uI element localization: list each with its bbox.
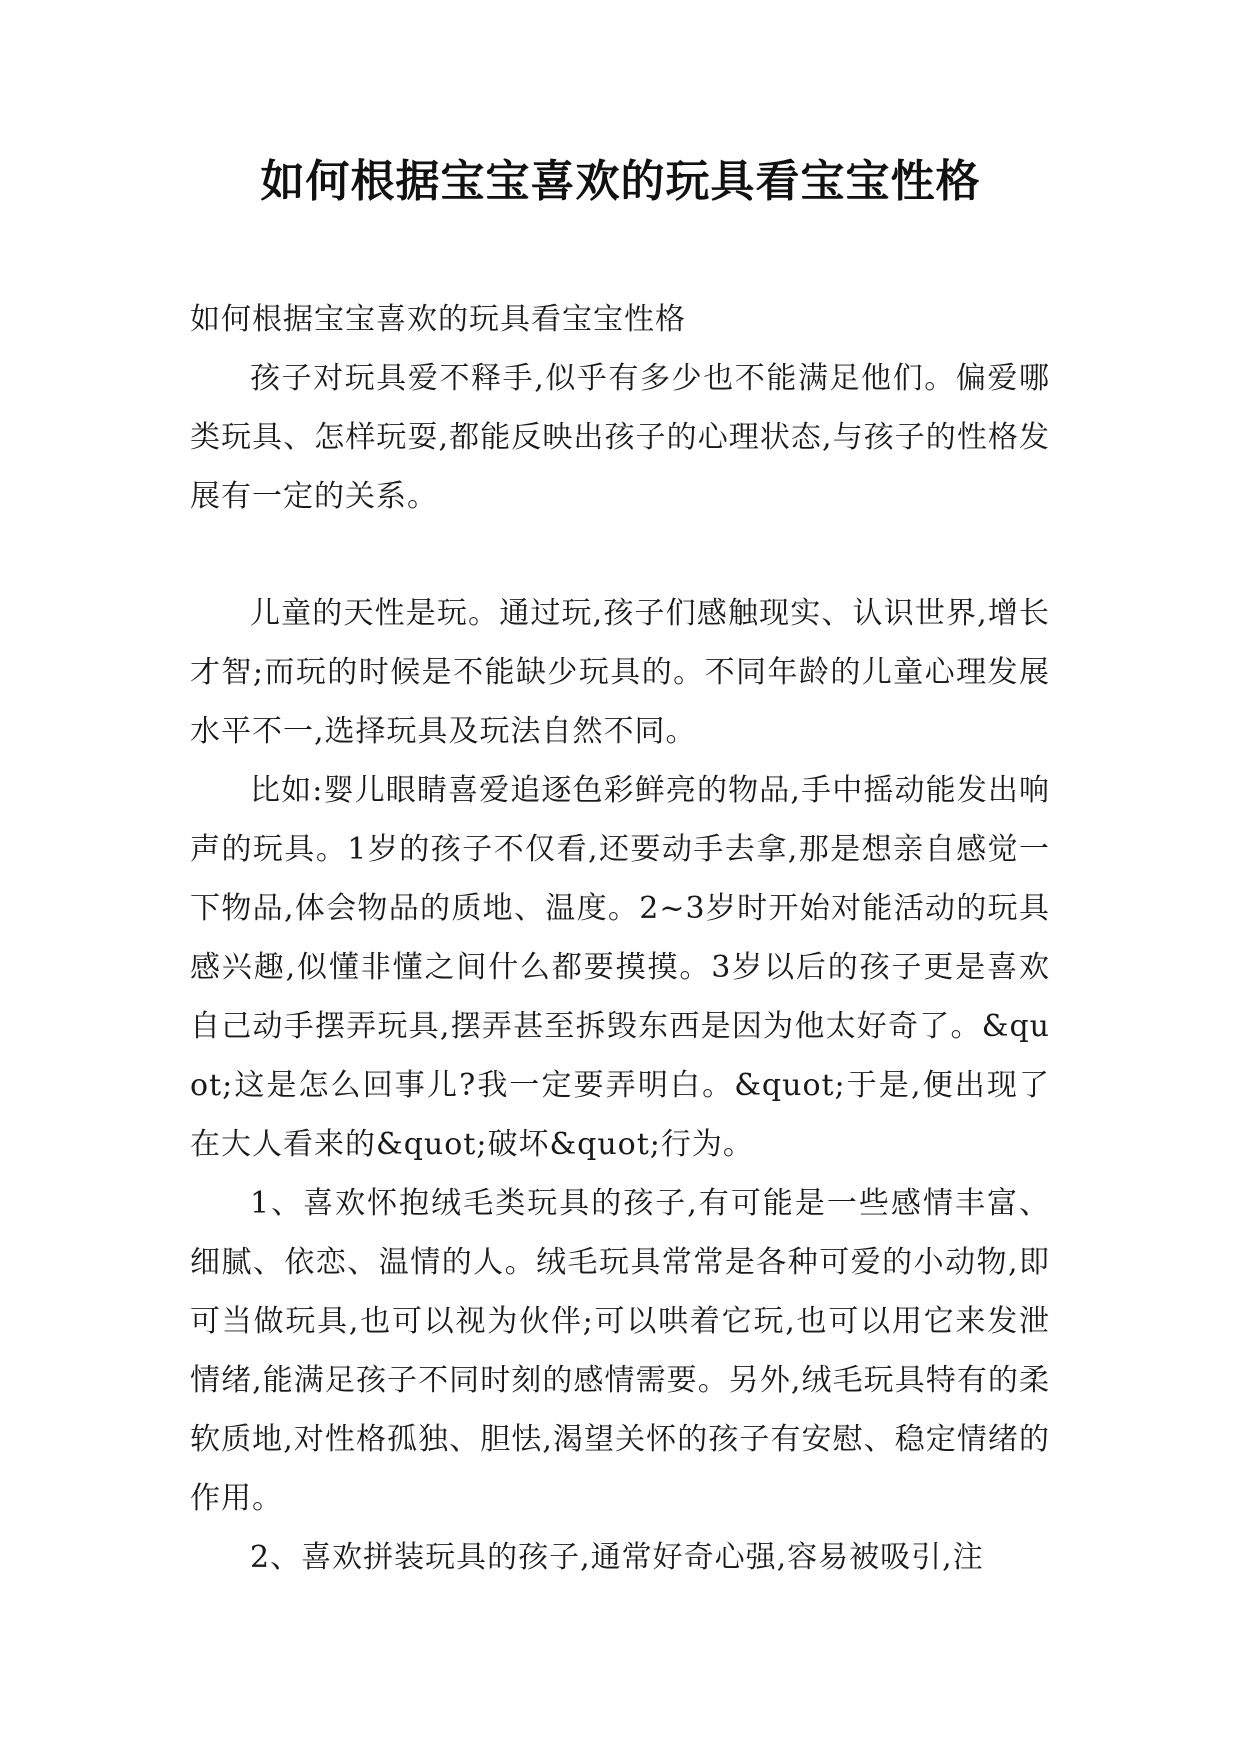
paragraph-assembly-toys: 2、喜欢拼装玩具的孩子,通常好奇心强,容易被吸引,注	[250, 1540, 984, 1575]
paragraph-intro: 孩子对玩具爱不释手,似乎有多少也不能满足他们。偏爱哪类玩具、怎样玩耍,都能反映出孩子的心理状态,与孩子的性格发展有一定的关系。	[190, 361, 1050, 514]
paragraph-plush-toys: 1、喜欢怀抱绒毛类玩具的孩子,有可能是一些感情丰富、细腻、依恋、温情的人。绒毛玩具常常是各种可爱的小动物,即可当做玩具,也可以视为伙伴;可以哄着它玩,也可以用它来发泄情绪,能满足孩子不同时刻的感情需要。另外,绒毛玩具特有的柔软质地,对性格孤独、胆怯,渴望关怀的孩子有安慰、稳定情绪的作用。	[190, 1186, 1050, 1516]
paragraph-age-examples: 比如:婴儿眼睛喜爱追逐色彩鲜亮的物品,手中摇动能发出响声的玩具。1岁的孩子不仅看,还要动手去拿,那是想亲自感觉一下物品,体会物品的质地、温度。2~3岁时开始对能活动的玩具感兴趣,似懂非懂之间什么都要摸摸。3岁以后的孩子更是喜欢自己动手摆弄玩具,摆弄甚至拆毁东西是因为他太好奇了。&quot;这是怎么回事儿?我一定要弄明白。&quot;于是,便出现了在大人看来的&quot;破坏&quot;行为。	[190, 773, 1050, 1162]
document-subtitle: 如何根据宝宝喜欢的玩具看宝宝性格	[190, 302, 686, 337]
document-body	[190, 290, 1050, 1587]
document-title: 如何根据宝宝喜欢的玩具看宝宝性格	[260, 156, 981, 207]
paragraph-nature-of-play: 儿童的天性是玩。通过玩,孩子们感触现实、认识世界,增长才智;而玩的时候是不能缺少玩具的。不同年龄的儿童心理发展水平不一,选择玩具及玩法自然不同。	[190, 596, 1050, 749]
